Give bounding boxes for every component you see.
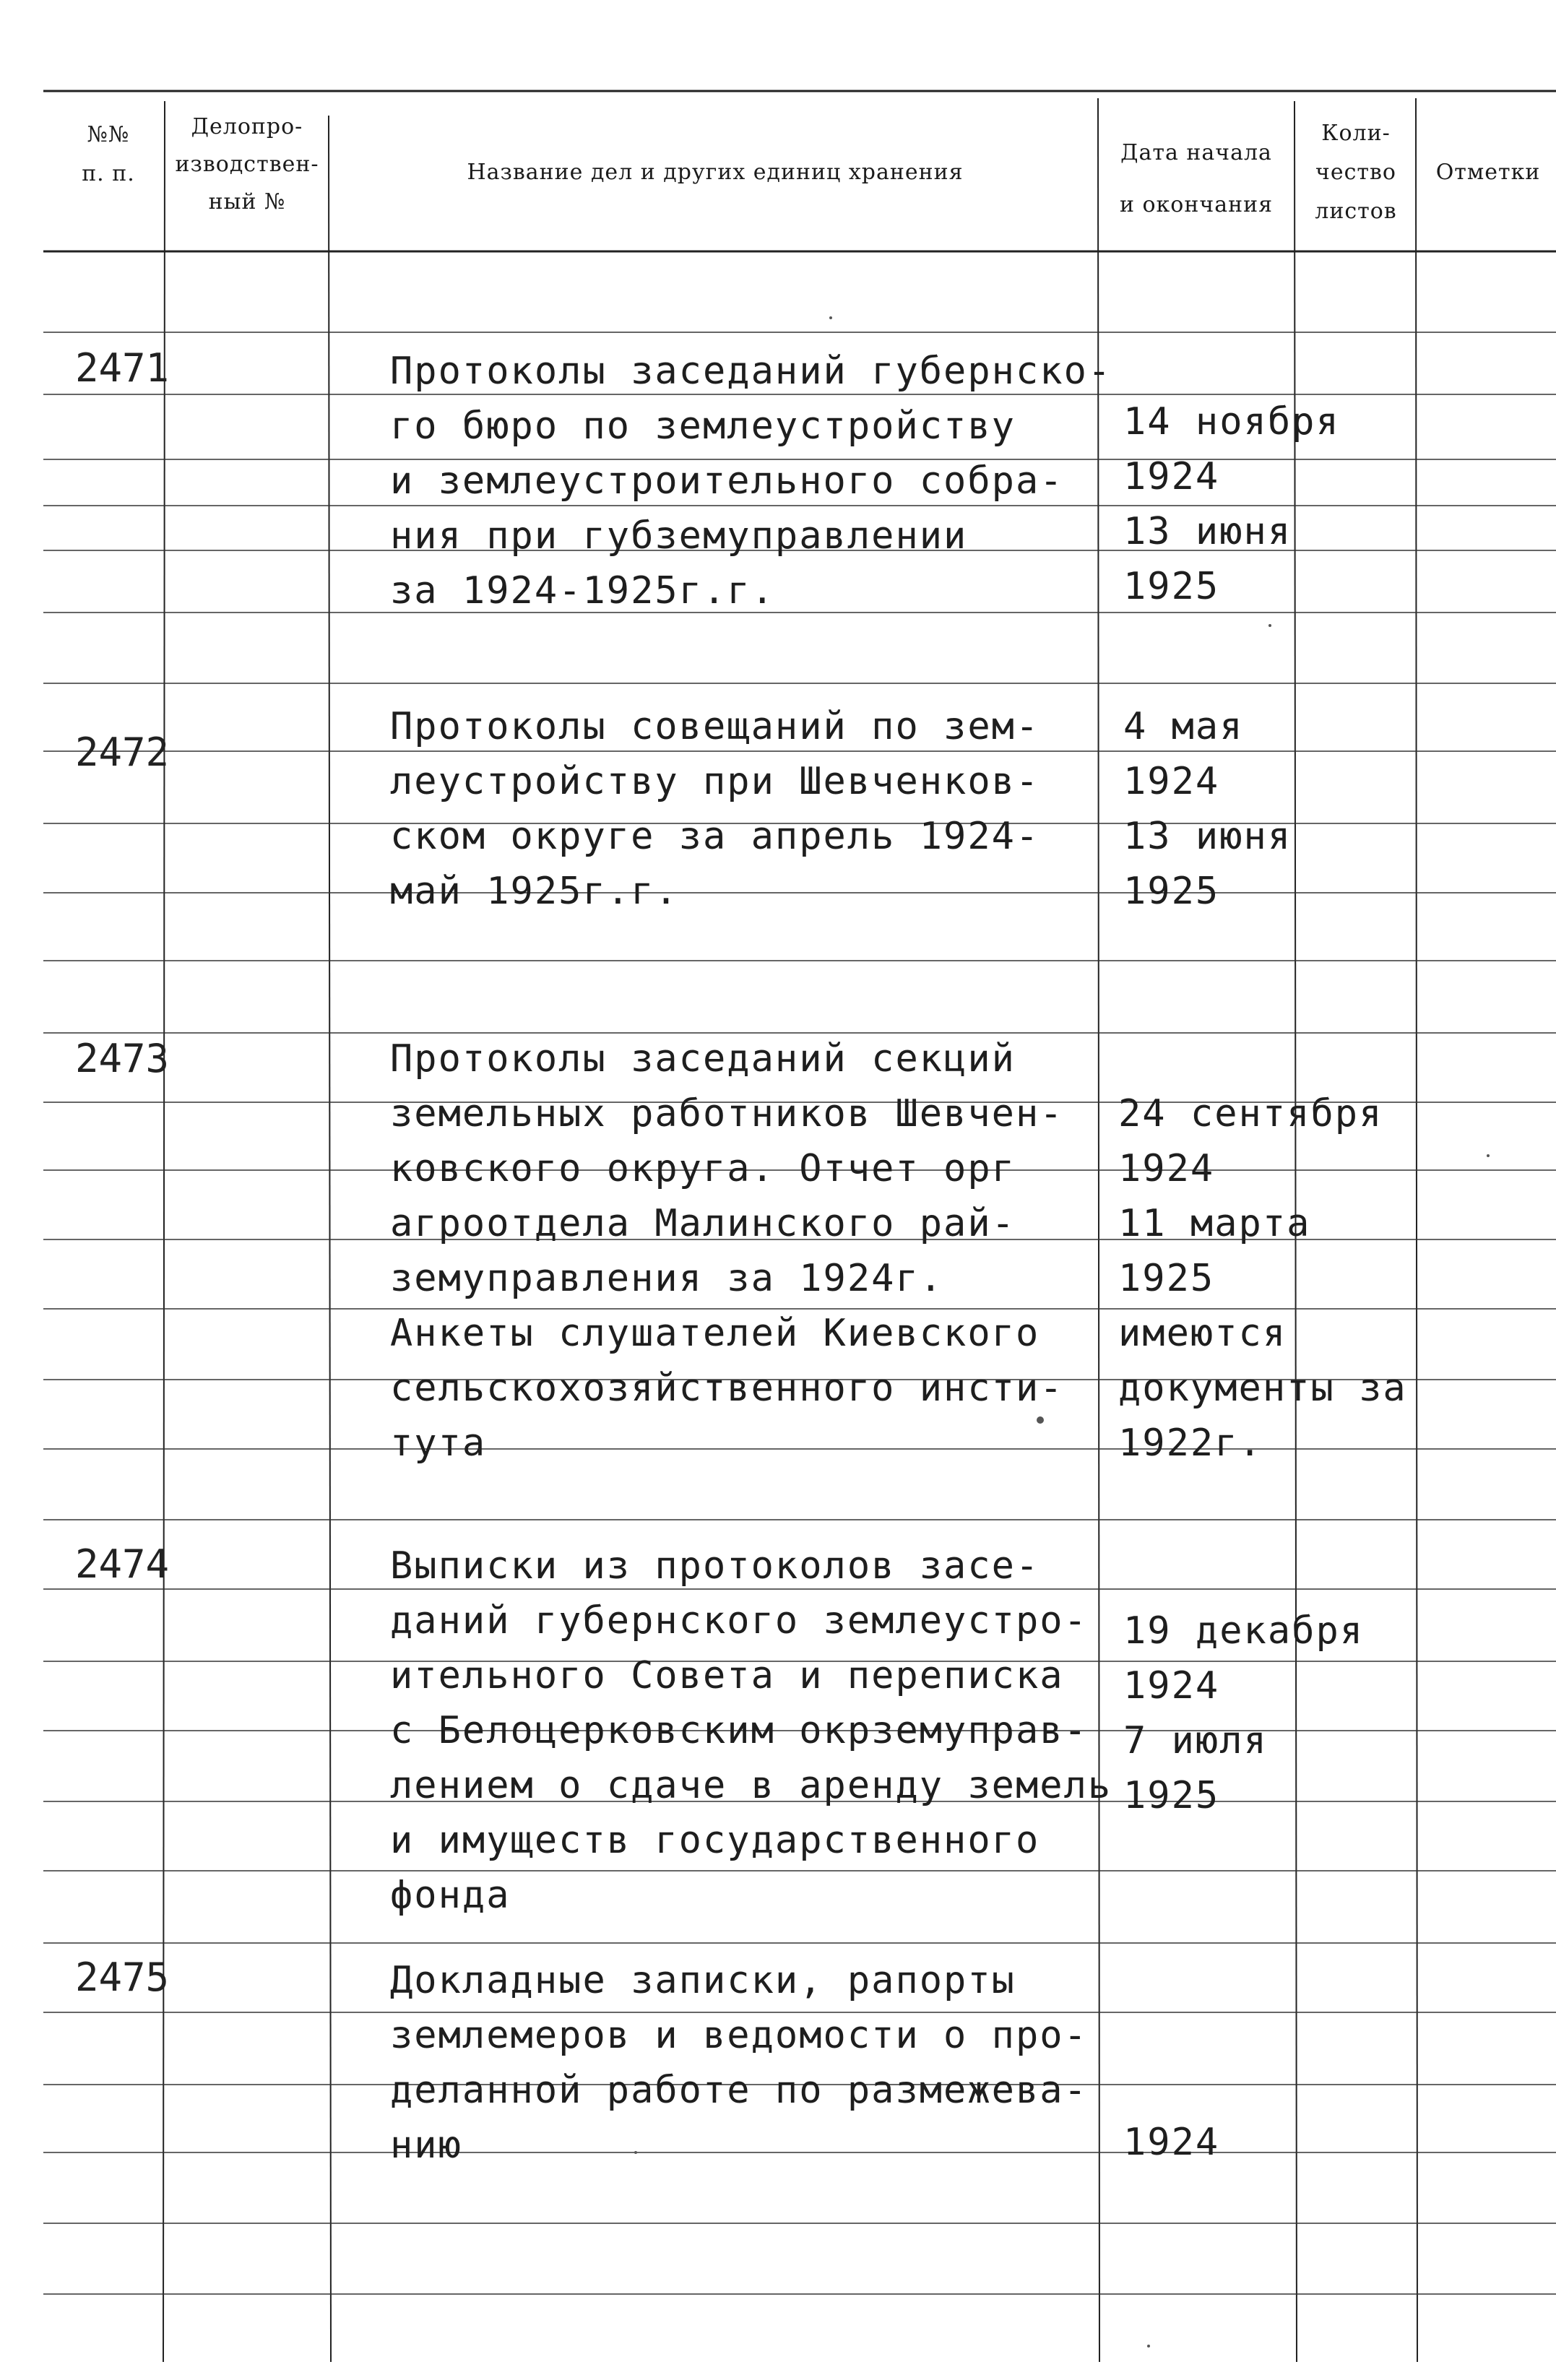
entry-date-line: 1922г.	[1118, 1421, 1263, 1465]
header-col-dates-line2: и окончания	[1119, 192, 1274, 217]
entry-date-line: 1925	[1123, 870, 1220, 913]
entry-title-line: нию	[390, 2124, 462, 2167]
entry-number: 2474	[75, 1541, 170, 1587]
header-col-office-line1: Делопро-	[191, 114, 303, 139]
entry-date-line: 24 сентября	[1118, 1092, 1383, 1135]
entry-number: 2473	[75, 1036, 170, 1081]
entry-date-line: 1924	[1123, 455, 1220, 498]
entry-title-line: даний губернского землеустро-	[390, 1599, 1088, 1643]
header-col-number-line2: п. п.	[82, 161, 135, 186]
entry-date-line: 1924	[1123, 1664, 1220, 1708]
entry-title-line: сельскохозяйственного инсти-	[390, 1367, 1064, 1410]
entry-date-line: 1924	[1123, 760, 1220, 803]
entry-date-line: 1924	[1123, 2121, 1220, 2164]
entry-title-line: деланной работе по размежева-	[390, 2069, 1088, 2112]
entry-title-line: за 1924-1925г.г.	[390, 569, 775, 613]
entry-title-line: Анкеты слушателей Киевского	[390, 1312, 1040, 1355]
entry-date-line: 1925	[1123, 565, 1220, 608]
header-col-title-text: Название дел и других единиц хранения	[467, 160, 964, 185]
entry-date-line: 7 июля	[1123, 1719, 1268, 1762]
entry-title-line: Докладные записки, рапорты	[390, 1959, 1016, 2002]
entry-date-line: 4 мая	[1123, 705, 1244, 748]
entry-date-line: 14 ноября	[1123, 400, 1340, 443]
entry-title-line: лением о сдаче в аренду земель	[390, 1764, 1112, 1807]
entry-date-line: 19 декабря	[1123, 1609, 1365, 1653]
header-col-sheets-line2: чество	[1315, 160, 1396, 185]
entry-title-line: агроотдела Малинского рай-	[390, 1202, 1016, 1245]
entry-date-line: 11 марта	[1118, 1202, 1311, 1245]
header-col-office-line3: ный №	[208, 189, 286, 215]
entry-title-line: ском округе за апрель 1924-	[390, 815, 1040, 858]
entry-title-line: го бюро по землеустройству	[390, 404, 1016, 448]
entry-title-line: и землеустроительного собра-	[390, 459, 1064, 503]
entry-title-line: землемеров и ведомости о про-	[390, 2014, 1088, 2057]
entry-title-line: ительного Совета и переписка	[390, 1654, 1064, 1697]
entry-title-line: Протоколы заседаний секций	[390, 1037, 1016, 1081]
entry-date-line: 1925	[1118, 1257, 1215, 1300]
header-col-sheets-line1: Коли-	[1321, 121, 1391, 146]
entry-number: 2472	[75, 730, 170, 775]
header-col-office-line2: изводствен-	[175, 152, 319, 177]
header-col-dates-line1: Дата начала	[1120, 140, 1272, 165]
entry-title-line: и имуществ государственного	[390, 1819, 1040, 1862]
entry-date-line: 13 июня	[1123, 510, 1292, 553]
entry-date-line: 1924	[1118, 1147, 1215, 1190]
entry-title-line: земуправления за 1924г.	[390, 1257, 944, 1300]
entry-title-line: земельных работников Шевчен-	[390, 1092, 1064, 1135]
entry-date-line: 13 июня	[1123, 815, 1292, 858]
entry-title-line: Протоколы совещаний по зем-	[390, 705, 1040, 748]
header-col-number-line1: №№	[87, 122, 130, 147]
entry-title-line: фонда	[390, 1874, 511, 1917]
entry-title-line: ния при губземуправлении	[390, 514, 968, 558]
entry-title-line: май 1925г.г.	[390, 870, 679, 913]
entry-title-line: Протоколы заседаний губернско-	[390, 350, 1112, 393]
entry-title-line: Выписки из протоколов засе-	[390, 1544, 1040, 1588]
entry-date-line: 1925	[1123, 1774, 1220, 1817]
entry-number: 2475	[75, 1955, 170, 2000]
entry-title-line: тута	[390, 1421, 487, 1465]
entry-date-line: документы за	[1118, 1367, 1407, 1410]
header-col-notes-text: Отметки	[1435, 160, 1541, 185]
entry-title-line: леустройству при Шевченков-	[390, 760, 1040, 803]
entry-title-line: с Белоцерковским окрземуправ-	[390, 1709, 1088, 1752]
entry-number: 2471	[75, 345, 170, 391]
entry-date-line: имеются	[1118, 1312, 1287, 1355]
entry-title-line: ковского округа. Отчет орг	[390, 1147, 1016, 1190]
header-col-sheets-line3: листов	[1315, 199, 1397, 224]
